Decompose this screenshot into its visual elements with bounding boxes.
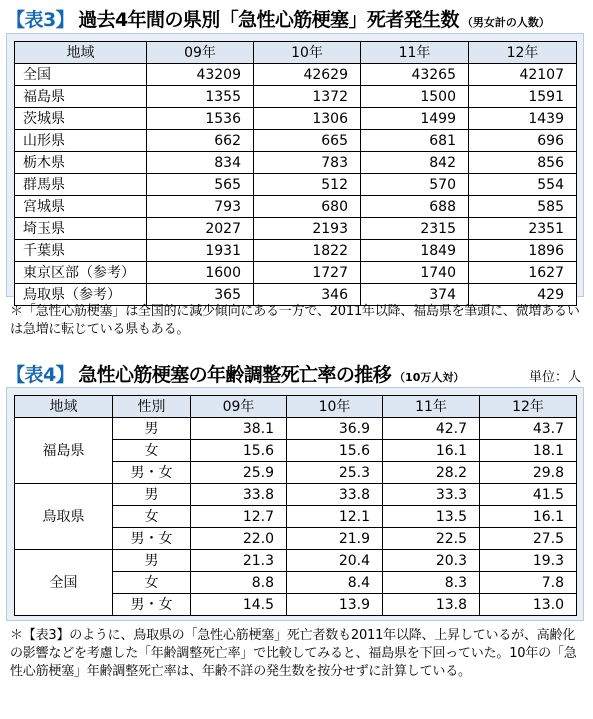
table3-title: [6, 5, 550, 32]
value-cell: 856: [469, 152, 577, 174]
sex-cell: 男: [113, 484, 191, 506]
value-cell: 512: [254, 174, 361, 196]
value-cell: 28.2: [383, 462, 480, 484]
table4-title: [6, 360, 464, 387]
value-cell: 33.3: [383, 484, 480, 506]
table4-header-cell: 11年: [383, 396, 480, 418]
table-row: [15, 484, 577, 506]
table4-note: （10万人対）: [394, 371, 465, 384]
sex-cell: 男・女: [113, 594, 191, 616]
value-cell: 429: [469, 284, 577, 306]
value-cell: 1536: [147, 108, 254, 130]
value-cell: 21.9: [287, 528, 383, 550]
value-cell: 21.3: [191, 550, 287, 572]
value-cell: 1372: [254, 86, 361, 108]
value-cell: 374: [361, 284, 469, 306]
region-name-cell: 全国: [15, 64, 147, 86]
table3: [14, 41, 577, 306]
value-cell: 36.9: [287, 418, 383, 440]
value-cell: 1727: [254, 262, 361, 284]
value-cell: 2315: [361, 218, 469, 240]
table4-header-row: [15, 396, 577, 418]
table-row: [15, 196, 577, 218]
table3-tag: 【表3】: [6, 9, 75, 31]
value-cell: 793: [147, 196, 254, 218]
value-cell: 570: [361, 174, 469, 196]
value-cell: 41.5: [480, 484, 577, 506]
value-cell: 783: [254, 152, 361, 174]
value-cell: 29.8: [480, 462, 577, 484]
table4-header-cell: 09年: [191, 396, 287, 418]
value-cell: 43.7: [480, 418, 577, 440]
value-cell: 20.3: [383, 550, 480, 572]
region-name-cell: 茨城県: [15, 108, 147, 130]
value-cell: 38.1: [191, 418, 287, 440]
sex-cell: 女: [113, 572, 191, 594]
value-cell: 43209: [147, 64, 254, 86]
table-row: [15, 86, 577, 108]
value-cell: 1849: [361, 240, 469, 262]
table-row: [15, 152, 577, 174]
value-cell: 16.1: [480, 506, 577, 528]
value-cell: 681: [361, 130, 469, 152]
value-cell: 554: [469, 174, 577, 196]
value-cell: 688: [361, 196, 469, 218]
region-name-cell: 山形県: [15, 130, 147, 152]
sex-cell: 男・女: [113, 528, 191, 550]
value-cell: 2027: [147, 218, 254, 240]
value-cell: 365: [147, 284, 254, 306]
value-cell: 25.9: [191, 462, 287, 484]
value-cell: 8.3: [383, 572, 480, 594]
table3-header-cell: 地域: [15, 42, 147, 64]
table-row: [15, 130, 577, 152]
value-cell: 15.6: [191, 440, 287, 462]
table4-frame: [6, 387, 584, 621]
value-cell: 13.9: [287, 594, 383, 616]
table3-footnote: ＊「急性心筋梗塞」は全国的に減少傾向にある一方で、2011年以降、福島県を筆頭に、微増あるいは急増に転じている県もある。: [10, 304, 580, 337]
value-cell: 1306: [254, 108, 361, 130]
value-cell: 13.5: [383, 506, 480, 528]
table4: [14, 395, 577, 616]
table4-header-cell: 12年: [480, 396, 577, 418]
region-cell: 全国: [15, 550, 113, 616]
value-cell: 19.3: [480, 550, 577, 572]
value-cell: 42629: [254, 64, 361, 86]
value-cell: 16.1: [383, 440, 480, 462]
table-row: [15, 418, 577, 440]
value-cell: 2193: [254, 218, 361, 240]
value-cell: 43265: [361, 64, 469, 86]
value-cell: 662: [147, 130, 254, 152]
region-cell: 鳥取県: [15, 484, 113, 550]
value-cell: 18.1: [480, 440, 577, 462]
sex-cell: 男: [113, 550, 191, 572]
table-row: [15, 64, 577, 86]
table4-header-cell: 地域: [15, 396, 113, 418]
value-cell: 680: [254, 196, 361, 218]
region-name-cell: 鳥取県（参考）: [15, 284, 147, 306]
sex-cell: 男: [113, 418, 191, 440]
value-cell: 696: [469, 130, 577, 152]
region-name-cell: 栃木県: [15, 152, 147, 174]
value-cell: 585: [469, 196, 577, 218]
value-cell: 7.8: [480, 572, 577, 594]
table3-header-cell: 12年: [469, 42, 577, 64]
value-cell: 1931: [147, 240, 254, 262]
value-cell: 1500: [361, 86, 469, 108]
table4-heading: 急性心筋梗塞の年齢調整死亡率の推移: [78, 364, 392, 386]
table3-header-cell: 10年: [254, 42, 361, 64]
table3-heading: 過去4年間の県別「急性心筋梗塞」死者発生数: [78, 9, 459, 31]
value-cell: 33.8: [191, 484, 287, 506]
value-cell: 346: [254, 284, 361, 306]
value-cell: 2351: [469, 218, 577, 240]
value-cell: 42107: [469, 64, 577, 86]
value-cell: 12.7: [191, 506, 287, 528]
value-cell: 22.5: [383, 528, 480, 550]
region-name-cell: 千葉県: [15, 240, 147, 262]
sex-cell: 女: [113, 440, 191, 462]
value-cell: 1600: [147, 262, 254, 284]
table3-note: （男女計の人数）: [461, 16, 550, 29]
region-name-cell: 福島県: [15, 86, 147, 108]
value-cell: 1822: [254, 240, 361, 262]
value-cell: 565: [147, 174, 254, 196]
value-cell: 20.4: [287, 550, 383, 572]
region-name-cell: 宮城県: [15, 196, 147, 218]
table4-header-cell: 10年: [287, 396, 383, 418]
value-cell: 1740: [361, 262, 469, 284]
value-cell: 14.5: [191, 594, 287, 616]
table-row: [15, 174, 577, 196]
table4-header-cell: 性別: [113, 396, 191, 418]
table4-footnote: ＊【表3】のように、鳥取県の「急性心筋梗塞」死亡者数も2011年以降、上昇しているが、高齢化の影響などを考慮した「年齢調整死亡率」で比較してみると、福島県を下回っていた。10年の「急性心筋梗塞」年齢調整死亡率は、年齢不詳の発生数を按分せずに計算している。: [10, 628, 577, 679]
value-cell: 22.0: [191, 528, 287, 550]
value-cell: 12.1: [287, 506, 383, 528]
table-row: [15, 550, 577, 572]
value-cell: 42.7: [383, 418, 480, 440]
value-cell: 13.8: [383, 594, 480, 616]
table-row: [15, 108, 577, 130]
region-name-cell: 東京区部（参考）: [15, 262, 147, 284]
value-cell: 33.8: [287, 484, 383, 506]
value-cell: 834: [147, 152, 254, 174]
table3-header-row: [15, 42, 577, 64]
value-cell: 8.8: [191, 572, 287, 594]
value-cell: 1627: [469, 262, 577, 284]
value-cell: 1591: [469, 86, 577, 108]
region-name-cell: 埼玉県: [15, 218, 147, 240]
value-cell: 8.4: [287, 572, 383, 594]
sex-cell: 男・女: [113, 462, 191, 484]
value-cell: 1439: [469, 108, 577, 130]
table4-tag: 【表4】: [6, 364, 75, 386]
value-cell: 665: [254, 130, 361, 152]
region-cell: 福島県: [15, 418, 113, 484]
table-row: [15, 262, 577, 284]
sex-cell: 女: [113, 506, 191, 528]
region-name-cell: 群馬県: [15, 174, 147, 196]
table-row: [15, 240, 577, 262]
table-row: [15, 218, 577, 240]
value-cell: 27.5: [480, 528, 577, 550]
value-cell: 1355: [147, 86, 254, 108]
table3-frame: [6, 33, 584, 303]
value-cell: 1896: [469, 240, 577, 262]
value-cell: 13.0: [480, 594, 577, 616]
value-cell: 15.6: [287, 440, 383, 462]
table4-unit: 単位：人: [528, 370, 581, 385]
value-cell: 1499: [361, 108, 469, 130]
value-cell: 25.3: [287, 462, 383, 484]
value-cell: 842: [361, 152, 469, 174]
table3-header-cell: 11年: [361, 42, 469, 64]
table3-header-cell: 09年: [147, 42, 254, 64]
